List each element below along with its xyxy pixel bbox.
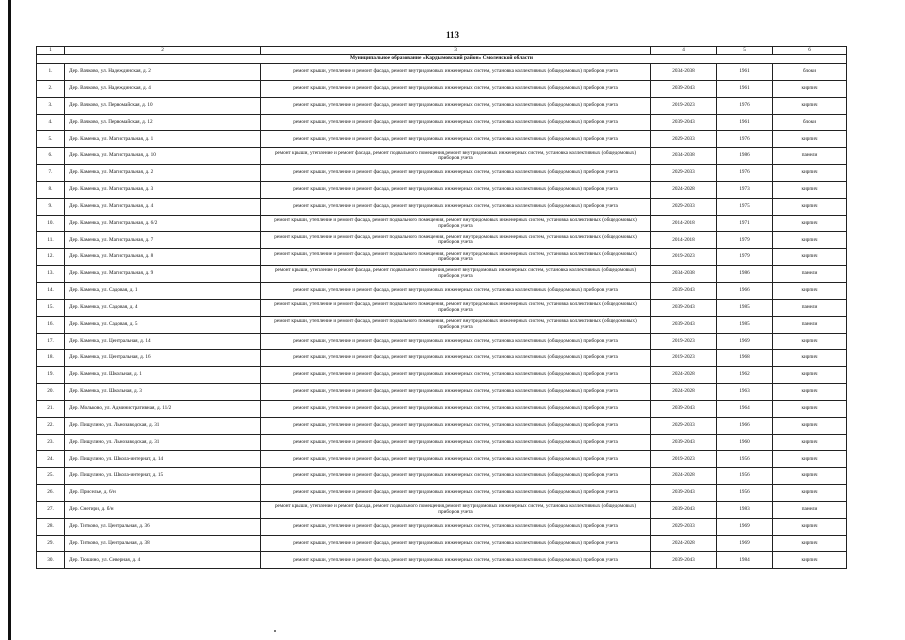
header-col-5: 5 [717, 47, 773, 55]
repair-period: 2019-2023 [651, 98, 717, 115]
build-year: 1966 [717, 418, 773, 435]
table-row [37, 115, 847, 132]
table-row [37, 317, 847, 334]
repair-works: ремонт крыши, утепление и ремонт фасада, ремонт внутридомовых инженерных систем, установка коллективных (общедомовых) приборов учета [261, 350, 651, 367]
build-year: 1961 [717, 115, 773, 132]
wall-material: кирпич [773, 216, 847, 233]
row-number: 12. [37, 249, 65, 266]
table-row [37, 182, 847, 199]
house-address: Дер. Приселье, д. 6/н [65, 485, 261, 502]
table-row [37, 249, 847, 266]
build-year: 1979 [717, 249, 773, 266]
table-row [37, 283, 847, 300]
wall-material: кирпич [773, 232, 847, 249]
row-number: 22. [37, 418, 65, 435]
page-number: 113 [445, 30, 459, 40]
row-number: 20. [37, 384, 65, 401]
wall-material: кирпич [773, 81, 847, 98]
wall-material: кирпич [773, 131, 847, 148]
repair-period: 2039-2043 [651, 300, 717, 317]
table-row [37, 216, 847, 233]
wall-material: кирпич [773, 283, 847, 300]
row-number: 28. [37, 519, 65, 536]
repair-works: ремонт крыши, утепление и ремонт фасада, ремонт подвального помещения,ремонт внутридомовых инженерных систем, установка коллективных (общедомовых) приборов учета [261, 266, 651, 283]
row-number: 9. [37, 199, 65, 216]
repair-period: 2019-2023 [651, 249, 717, 266]
repair-period: 2024-2028 [651, 384, 717, 401]
table-body [37, 64, 847, 569]
repair-period: 2039-2043 [651, 283, 717, 300]
wall-material: блоки [773, 115, 847, 132]
house-address: Дер. Пищулино, ул. Школа-интернат, д. 14 [65, 451, 261, 468]
repair-works: ремонт крыши, утепление и ремонт фасада, ремонт внутридомовых инженерных систем, установка коллективных (общедомовых) приборов учета [261, 367, 651, 384]
table-header-row [37, 47, 847, 55]
build-year: 1956 [717, 451, 773, 468]
table-row [37, 468, 847, 485]
row-number: 25. [37, 468, 65, 485]
repair-period: 2039-2043 [651, 81, 717, 98]
repair-works: ремонт крыши, утепление и ремонт фасада, ремонт внутридомовых инженерных систем, установка коллективных (общедомовых) приборов учета [261, 536, 651, 553]
house-address: Дер. Каменка, ул. Центральная, д. 16 [65, 350, 261, 367]
wall-material: кирпич [773, 249, 847, 266]
wall-material: кирпич [773, 199, 847, 216]
table-row [37, 64, 847, 81]
table-row [37, 552, 847, 569]
repair-period: 2019-2023 [651, 451, 717, 468]
build-year: 1969 [717, 536, 773, 553]
house-address: Дер. Вачково, ул. Надеждинская, д. 2 [65, 64, 261, 81]
build-year: 1984 [717, 552, 773, 569]
house-address: Дер. Каменка, ул. Школьная, д. 3 [65, 384, 261, 401]
repair-works: ремонт крыши, утепление и ремонт фасада, ремонт внутридомовых инженерных систем, установка коллективных (общедомовых) приборов учета [261, 98, 651, 115]
table-row [37, 418, 847, 435]
build-year: 1971 [717, 216, 773, 233]
repair-period: 2014-2018 [651, 216, 717, 233]
build-year: 1985 [717, 300, 773, 317]
house-address: Дер. Каменка, ул. Магистральная, д. 6/2 [65, 216, 261, 233]
repair-works: ремонт крыши, утепление и ремонт фасада, ремонт внутридомовых инженерных систем, установка коллективных (общедомовых) приборов учета [261, 418, 651, 435]
repair-works: ремонт крыши, утепление и ремонт фасада, ремонт подвального помещения, ремонт внутридомовых инженерных систем, установка коллективных (общедомовых) приборов учета [261, 216, 651, 233]
repair-period: 2029-2033 [651, 519, 717, 536]
house-address: Дер. Пищулино, ул. Льнозаводская, д. 31 [65, 418, 261, 435]
build-year: 1960 [717, 435, 773, 452]
table-row [37, 232, 847, 249]
row-number: 16. [37, 317, 65, 334]
table-row [37, 485, 847, 502]
row-number: 18. [37, 350, 65, 367]
house-address: Дер. Титково, ул. Центральная, д. 36 [65, 519, 261, 536]
row-number: 2. [37, 81, 65, 98]
build-year: 1976 [717, 165, 773, 182]
wall-material: кирпич [773, 519, 847, 536]
repair-period: 2019-2023 [651, 350, 717, 367]
header-col-3: 3 [261, 47, 651, 55]
repair-works: ремонт крыши, утепление и ремонт фасада, ремонт внутридомовых инженерных систем, установка коллективных (общедомовых) приборов учета [261, 334, 651, 351]
wall-material: кирпич [773, 334, 847, 351]
repair-works: ремонт крыши, утепление и ремонт фасада, ремонт подвального помещения, ремонт внутридомовых инженерных систем, установка коллективных (общедомовых) приборов учета [261, 317, 651, 334]
build-year: 1973 [717, 182, 773, 199]
table-row [37, 131, 847, 148]
table-row [37, 367, 847, 384]
repair-period: 2039-2043 [651, 401, 717, 418]
build-year: 1976 [717, 98, 773, 115]
repair-period: 2034-2038 [651, 64, 717, 81]
repair-works: ремонт крыши, утепление и ремонт фасада, ремонт внутридомовых инженерных систем, установка коллективных (общедомовых) приборов учета [261, 451, 651, 468]
table-row [37, 300, 847, 317]
row-number: 17. [37, 334, 65, 351]
row-number: 29. [37, 536, 65, 553]
wall-material: кирпич [773, 485, 847, 502]
build-year: 1961 [717, 64, 773, 81]
wall-material: кирпич [773, 367, 847, 384]
repair-period: 2029-2033 [651, 199, 717, 216]
row-number: 15. [37, 300, 65, 317]
table-row [37, 165, 847, 182]
wall-material: панели [773, 300, 847, 317]
repair-period: 2024-2028 [651, 182, 717, 199]
build-year: 1963 [717, 384, 773, 401]
repair-works: ремонт крыши, утепление и ремонт фасада, ремонт внутридомовых инженерных систем, установка коллективных (общедомовых) приборов учета [261, 199, 651, 216]
wall-material: кирпич [773, 98, 847, 115]
repair-works: ремонт крыши, утепление и ремонт фасада, ремонт подвального помещения, ремонт внутридомовых инженерных систем, установка коллективных (общедомовых) приборов учета [261, 300, 651, 317]
house-address: Дер. Каменка, ул. Центральная, д. 14 [65, 334, 261, 351]
repair-works: ремонт крыши, утепление и ремонт фасада, ремонт внутридомовых инженерных систем, установка коллективных (общедомовых) приборов учета [261, 384, 651, 401]
repair-works: ремонт крыши, утепление и ремонт фасада, ремонт подвального помещения, ремонт внутридомовых инженерных систем, установка коллективных (общедомовых) приборов учета [261, 232, 651, 249]
wall-material: панели [773, 502, 847, 519]
house-address: Дер. Каменка, ул. Садовая, д. 1 [65, 283, 261, 300]
row-number: 1. [37, 64, 65, 81]
repair-works: ремонт крыши, утепление и ремонт фасада, ремонт внутридомовых инженерных систем, установка коллективных (общедомовых) приборов учета [261, 283, 651, 300]
repair-works: ремонт крыши, утепление и ремонт фасада, ремонт подвального помещения,ремонт внутридомовых инженерных систем, установка коллективных (общедомовых) приборов учета [261, 502, 651, 519]
wall-material: кирпич [773, 401, 847, 418]
row-number: 27. [37, 502, 65, 519]
house-address: Дер. Каменка, ул. Садовая, д. 5 [65, 317, 261, 334]
scan-edge-bar [8, 0, 11, 640]
row-number: 23. [37, 435, 65, 452]
row-number: 8. [37, 182, 65, 199]
house-address: Дер. Каменка, ул. Магистральная, д. 8 [65, 249, 261, 266]
table-row [37, 266, 847, 283]
build-year: 1956 [717, 468, 773, 485]
row-number: 19. [37, 367, 65, 384]
table-row [37, 435, 847, 452]
build-year: 1985 [717, 317, 773, 334]
house-address: Дер. Вачково, ул. Надеждинская, д. 4 [65, 81, 261, 98]
house-address: Дер. Пищулино, ул. Школа-интернат, д. 15 [65, 468, 261, 485]
repair-period: 2039-2043 [651, 435, 717, 452]
header-col-2: 2 [65, 47, 261, 55]
table-row [37, 384, 847, 401]
table-row [37, 536, 847, 553]
repair-works: ремонт крыши, утепление и ремонт фасада, ремонт внутридомовых инженерных систем, установка коллективных (общедомовых) приборов учета [261, 115, 651, 132]
header-col-6: 6 [773, 47, 847, 55]
repair-works: ремонт крыши, утепление и ремонт фасада, ремонт подвального помещения, ремонт внутридомовых инженерных систем, установка коллективных (общедомовых) приборов учета [261, 249, 651, 266]
wall-material: панели [773, 317, 847, 334]
house-address: Дер. Каменка, ул. Магистральная, д. 3 [65, 182, 261, 199]
row-number: 24. [37, 451, 65, 468]
wall-material: панели [773, 148, 847, 165]
row-number: 13. [37, 266, 65, 283]
repair-period: 2014-2018 [651, 232, 717, 249]
repair-period: 2039-2043 [651, 115, 717, 132]
house-address: Дер. Вачково, ул. Первомайская, д. 10 [65, 98, 261, 115]
repair-works: ремонт крыши, утепление и ремонт фасада, ремонт внутридомовых инженерных систем, установка коллективных (общедомовых) приборов учета [261, 435, 651, 452]
scan-speck [274, 630, 276, 632]
table-row [37, 401, 847, 418]
build-year: 1962 [717, 367, 773, 384]
build-year: 1975 [717, 199, 773, 216]
wall-material: кирпич [773, 536, 847, 553]
repair-works: ремонт крыши, утепление и ремонт фасада, ремонт внутридомовых инженерных систем, установка коллективных (общедомовых) приборов учета [261, 552, 651, 569]
build-year: 1979 [717, 232, 773, 249]
house-address: Дер. Снегири, д. б/н [65, 502, 261, 519]
repair-works: ремонт крыши, утепление и ремонт фасада, ремонт внутридомовых инженерных систем, установка коллективных (общедомовых) приборов учета [261, 182, 651, 199]
build-year: 1986 [717, 266, 773, 283]
house-address: Дер. Каменка, ул. Магистральная, д. 7 [65, 232, 261, 249]
repair-period: 2039-2043 [651, 552, 717, 569]
row-number: 14. [37, 283, 65, 300]
repair-period: 2024-2028 [651, 367, 717, 384]
row-number: 10. [37, 216, 65, 233]
repair-works: ремонт крыши, утепление и ремонт фасада, ремонт внутридомовых инженерных систем, установка коллективных (общедомовых) приборов учета [261, 485, 651, 502]
house-address: Дер. Пищулино, ул. Льнозаводская, д. 31 [65, 435, 261, 452]
row-number: 21. [37, 401, 65, 418]
wall-material: кирпич [773, 384, 847, 401]
repair-period: 2039-2043 [651, 502, 717, 519]
table-row [37, 334, 847, 351]
build-year: 1966 [717, 283, 773, 300]
house-address: Дер. Мольково, ул. Административная, д. 11/2 [65, 401, 261, 418]
house-address: Дер. Каменка, ул. Магистральная, д. 9 [65, 266, 261, 283]
house-address: Дер. Каменка, ул. Магистральная, д. 10 [65, 148, 261, 165]
row-number: 26. [37, 485, 65, 502]
build-year: 1969 [717, 519, 773, 536]
repair-period: 2034-2038 [651, 148, 717, 165]
repair-works: ремонт крыши, утепление и ремонт фасада, ремонт внутридомовых инженерных систем, установка коллективных (общедомовых) приборов учета [261, 519, 651, 536]
repair-period: 2029-2033 [651, 131, 717, 148]
build-year: 1969 [717, 334, 773, 351]
section-title: Муниципальное образование «Кардымовский район» Смоленской области [37, 55, 847, 64]
row-number: 11. [37, 232, 65, 249]
house-address: Дер. Каменка, ул. Магистральная, д. 2 [65, 165, 261, 182]
build-year: 1976 [717, 131, 773, 148]
header-col-4: 4 [651, 47, 717, 55]
capital-repair-table [36, 46, 847, 569]
repair-period: 2034-2038 [651, 266, 717, 283]
repair-works: ремонт крыши, утепление и ремонт фасада, ремонт внутридомовых инженерных систем, установка коллективных (общедомовых) приборов учета [261, 81, 651, 98]
row-number: 3. [37, 98, 65, 115]
table-row [37, 148, 847, 165]
table-row [37, 350, 847, 367]
table-row [37, 199, 847, 216]
repair-works: ремонт крыши, утепление и ремонт фасада, ремонт внутридомовых инженерных систем, установка коллективных (общедомовых) приборов учета [261, 64, 651, 81]
build-year: 1956 [717, 485, 773, 502]
wall-material: кирпич [773, 451, 847, 468]
build-year: 1964 [717, 401, 773, 418]
repair-period: 2039-2043 [651, 317, 717, 334]
repair-period: 2029-2033 [651, 418, 717, 435]
house-address: Дер. Вачково, ул. Первомайская, д. 12 [65, 115, 261, 132]
row-number: 5. [37, 131, 65, 148]
repair-period: 2019-2023 [651, 334, 717, 351]
wall-material: блоки [773, 64, 847, 81]
house-address: Дер. Каменка, ул. Магистральная, д. 1 [65, 131, 261, 148]
wall-material: кирпич [773, 165, 847, 182]
row-number: 4. [37, 115, 65, 132]
house-address: Дер. Каменка, ул. Магистральная, д. 4 [65, 199, 261, 216]
section-row [37, 55, 847, 64]
house-address: Дер. Титково, ул. Центральная, д. 38 [65, 536, 261, 553]
wall-material: кирпич [773, 552, 847, 569]
row-number: 7. [37, 165, 65, 182]
wall-material: панели [773, 266, 847, 283]
build-year: 1983 [717, 502, 773, 519]
repair-period: 2024-2028 [651, 536, 717, 553]
table-row [37, 451, 847, 468]
row-number: 6. [37, 148, 65, 165]
repair-period: 2039-2043 [651, 485, 717, 502]
repair-works: ремонт крыши, утепление и ремонт фасада, ремонт подвального помещения,ремонт внутридомовых инженерных систем, установка коллективных (общедомовых) приборов учета [261, 148, 651, 165]
house-address: Дер. Каменка, ул. Школьная, д. 1 [65, 367, 261, 384]
repair-works: ремонт крыши, утепление и ремонт фасада, ремонт внутридомовых инженерных систем, установка коллективных (общедомовых) приборов учета [261, 401, 651, 418]
build-year: 1961 [717, 81, 773, 98]
repair-works: ремонт крыши, утепление и ремонт фасада, ремонт внутридомовых инженерных систем, установка коллективных (общедомовых) приборов учета [261, 165, 651, 182]
table-row [37, 98, 847, 115]
header-col-1: 1 [37, 47, 65, 55]
wall-material: кирпич [773, 468, 847, 485]
wall-material: кирпич [773, 350, 847, 367]
build-year: 1968 [717, 350, 773, 367]
repair-works: ремонт крыши, утепление и ремонт фасада, ремонт внутридомовых инженерных систем, установка коллективных (общедомовых) приборов учета [261, 468, 651, 485]
wall-material: кирпич [773, 435, 847, 452]
house-address: Дер. Тюшино, ул. Северная, д. 4 [65, 552, 261, 569]
repair-period: 2029-2033 [651, 165, 717, 182]
repair-works: ремонт крыши, утепление и ремонт фасада, ремонт внутридомовых инженерных систем, установка коллективных (общедомовых) приборов учета [261, 131, 651, 148]
house-address: Дер. Каменка, ул. Садовая, д. 4 [65, 300, 261, 317]
build-year: 1986 [717, 148, 773, 165]
table-row [37, 519, 847, 536]
repair-period: 2024-2028 [651, 468, 717, 485]
wall-material: кирпич [773, 182, 847, 199]
row-number: 30. [37, 552, 65, 569]
table-row [37, 81, 847, 98]
wall-material: кирпич [773, 418, 847, 435]
table-row [37, 502, 847, 519]
